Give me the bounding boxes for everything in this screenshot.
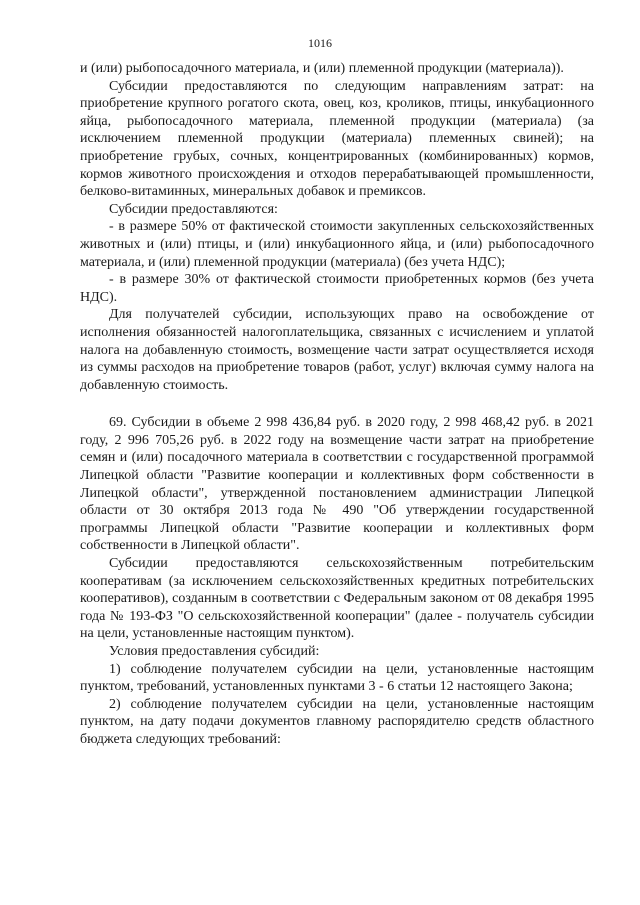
- paragraph-spacer: [80, 394, 594, 414]
- paragraph: - в размере 50% от фактической стоимости закупленных сельскохозяйственных животных и (или) птицы, и (или) инкубационного яйца, и (или) рыбопосадочного материала, и (или) племенной продукции (материала) (без учета НДС);: [80, 219, 594, 270]
- page-number: 1016: [308, 36, 332, 50]
- paragraph: 1) соблюдение получателем субсидии на цели, установленные настоящим пунктом, требований, установленных пунктами 3 - 6 статьи 12 настоящего Закона;: [80, 661, 594, 695]
- paragraph: Субсидии предоставляются сельскохозяйственным потребительским кооперативам (за исключением сельскохозяйственных кредитных потребительских кооперативов), созданным в соответствии с Федеральным законом от 08 декабря 1995 года № 193-ФЗ "О сельскохозяйственной кооперации" (далее - получатель субсидии на цели, установленные настоящим пунктом).: [80, 556, 594, 642]
- paragraph: Субсидии предоставляются:: [109, 201, 278, 217]
- paragraph: Условия предоставления субсидий:: [109, 644, 320, 659]
- paragraph: Субсидии предоставляются по следующим направлениям затрат: на приобретение крупного рогатого скота, овец, коз, кроликов, птицы, инкубационного яйца, рыбопосадочного материала, племенной продукции (материала) (за исключением племенной продукции (материала) племенных свиней); на приобретение грубых, сочных, концентрированных (комбинированных) кормов, кормов животного происхождения и отходов перерабатывающей промышленности, белково-витаминных, минеральных добавок и премиксов.: [80, 78, 594, 200]
- paragraph: 2) соблюдение получателем субсидии на цели, установленные настоящим пунктом, на дату подачи документов главному распорядителю средств областного бюджета следующих требований:: [80, 696, 594, 747]
- paragraph: - в размере 30% от фактической стоимости приобретенных кормов (без учета НДС).: [80, 272, 594, 305]
- paragraph: 69. Субсидии в объеме 2 998 436,84 руб. в 2020 году, 2 998 468,42 руб. в 2021 году, 2 996 705,26 руб. в 2022 году на возмещение части затрат на приобретение семян и (или) посадочного материала в соответствии с государственной программой Липецкой области "Развитие кооперации и коллективных форм собственности в Липецкой области", утвержденной постановлением администрации Липецкой области от 30 октября 2013 года № 490 "Об утверждении государственной программы Липецкой области "Развитие кооперации и коллективных форм собственности в Липецкой области".: [80, 415, 594, 554]
- document-body: [80, 60, 594, 749]
- paragraph: и (или) рыбопосадочного материала, и (или) племенной продукции (материала)).: [80, 61, 564, 76]
- paragraph: Для получателей субсидии, использующих право на освобождение от исполнения обязанностей налогоплательщика, связанных с исчислением и уплатой налога на добавленную стоимость, возмещение части затрат осуществляется исходя из суммы расходов на приобретение товаров (работ, услуг) включая сумму налога на добавленную стоимость.: [80, 307, 594, 393]
